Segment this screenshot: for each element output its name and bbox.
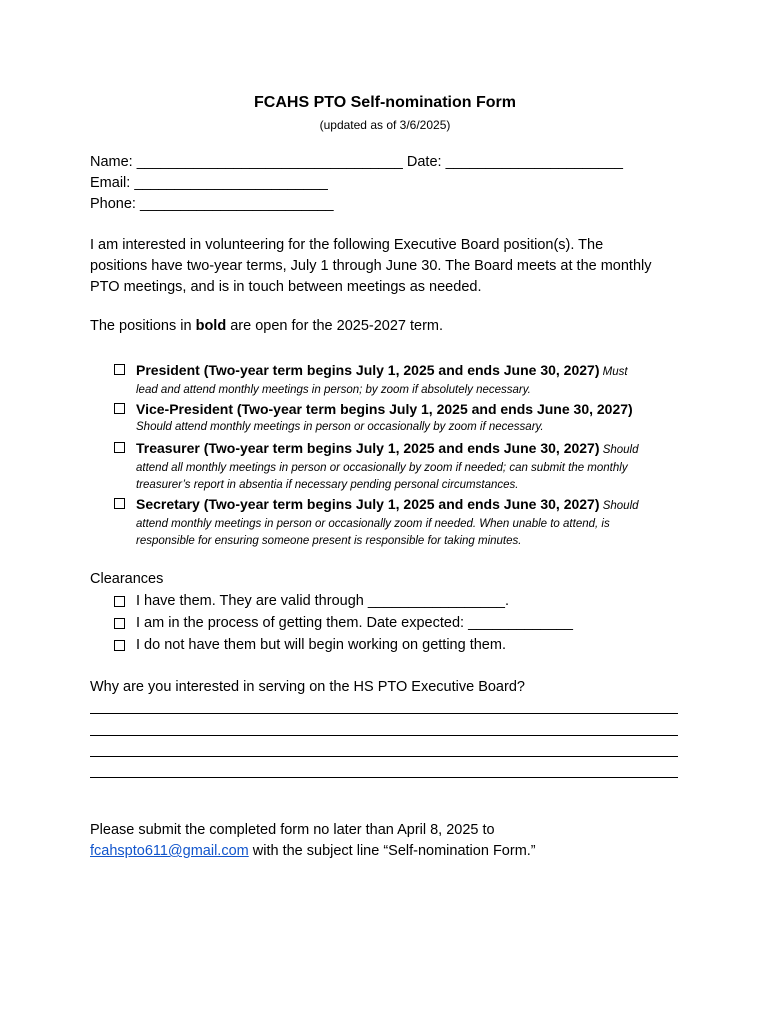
position-note: attend monthly meetings in person or occasionally zoom if needed. When unable to attend, is — [136, 518, 610, 530]
intro-line: I am interested in volunteering for the following Executive Board position(s). The — [90, 237, 604, 253]
position-vice-president — [114, 399, 694, 436]
position-note: Should attend monthly meetings in person or occasionally by zoom if necessary. — [136, 421, 544, 433]
name-field[interactable]: Name: _________________________________ — [90, 154, 403, 170]
position-treasurer — [114, 438, 694, 494]
open-note-bold: bold — [195, 318, 227, 334]
president-checkbox[interactable] — [114, 364, 125, 375]
position-president — [114, 360, 694, 399]
position-note-inline: Must — [599, 366, 628, 378]
clearance-option-have — [114, 593, 509, 609]
form-updated-date: (updated as of 3/6/2025) — [319, 118, 451, 132]
position-heading: President (Two-year term begins July 1, 2025 and ends June 30, 2027) — [136, 362, 600, 378]
secretary-checkbox[interactable] — [114, 498, 125, 509]
intro-paragraph — [90, 235, 690, 298]
clearance-in-process-checkbox[interactable] — [114, 618, 125, 629]
position-note: responsible for ensuring someone present is responsible for taking minutes. — [136, 535, 522, 547]
clearance-have-checkbox[interactable] — [114, 596, 125, 607]
position-heading: Secretary (Two-year term begins July 1, 2025 and ends June 30, 2027) — [136, 496, 600, 512]
open-positions-note — [90, 318, 443, 334]
clearance-option-not-have — [114, 637, 506, 653]
answer-line[interactable] — [90, 735, 678, 736]
position-note: treasurer’s report in absentia if necessary pending personal circumstances. — [136, 479, 519, 491]
clearance-option-label: I have them. They are valid through _________________. — [136, 593, 509, 609]
submit-subject-text: with the subject line “Self-nomination Form.” — [248, 843, 536, 859]
intro-line: PTO meetings, and is in touch between meetings as needed. — [90, 279, 482, 295]
clearance-option-label: I am in the process of getting them. Date expected: _____________ — [136, 615, 573, 631]
clearance-not-have-checkbox[interactable] — [114, 640, 125, 651]
position-note: lead and attend monthly meetings in person; by zoom if absolutely necessary. — [136, 384, 531, 396]
clearance-option-in-process — [114, 615, 573, 631]
answer-line[interactable] — [90, 777, 678, 778]
phone-field[interactable]: Phone: ________________________ — [90, 196, 334, 212]
answer-line[interactable] — [90, 756, 678, 757]
clearances-heading: Clearances — [90, 571, 164, 587]
intro-line: positions have two-year terms, July 1 through June 30. The Board meets at the monthly — [90, 258, 652, 274]
position-heading: Vice-President (Two-year term begins July 1, 2025 and ends June 30, 2027) — [136, 401, 633, 417]
vice-president-checkbox[interactable] — [114, 403, 125, 414]
email-link[interactable]: fcahspto611@gmail.com — [90, 843, 249, 859]
email-field[interactable]: Email: ________________________ — [90, 175, 328, 191]
form-title: FCAHS PTO Self-nomination Form — [254, 94, 516, 111]
open-note-text: are open for the 2025-2027 term. — [226, 318, 444, 334]
position-note-inline: Should — [599, 500, 639, 512]
name-date-row — [90, 154, 623, 170]
position-heading: Treasurer (Two-year term begins July 1, 2025 and ends June 30, 2027) — [136, 440, 600, 456]
open-note-text: The positions in — [90, 318, 196, 334]
position-note-inline: Should — [599, 444, 639, 456]
clearance-option-label: I do not have them but will begin working on getting them. — [136, 637, 506, 653]
submit-instructions: Please submit the completed form no later than April 8, 2025 to — [90, 822, 495, 838]
submit-instructions-line2 — [90, 843, 536, 859]
position-note: attend all monthly meetings in person or occasionally by zoom if needed; can submit the monthly — [136, 462, 628, 474]
position-secretary — [114, 494, 694, 550]
answer-line[interactable] — [90, 713, 678, 714]
treasurer-checkbox[interactable] — [114, 442, 125, 453]
date-field[interactable]: Date: ______________________ — [406, 154, 623, 170]
why-question: Why are you interested in serving on the HS PTO Executive Board? — [90, 679, 525, 695]
